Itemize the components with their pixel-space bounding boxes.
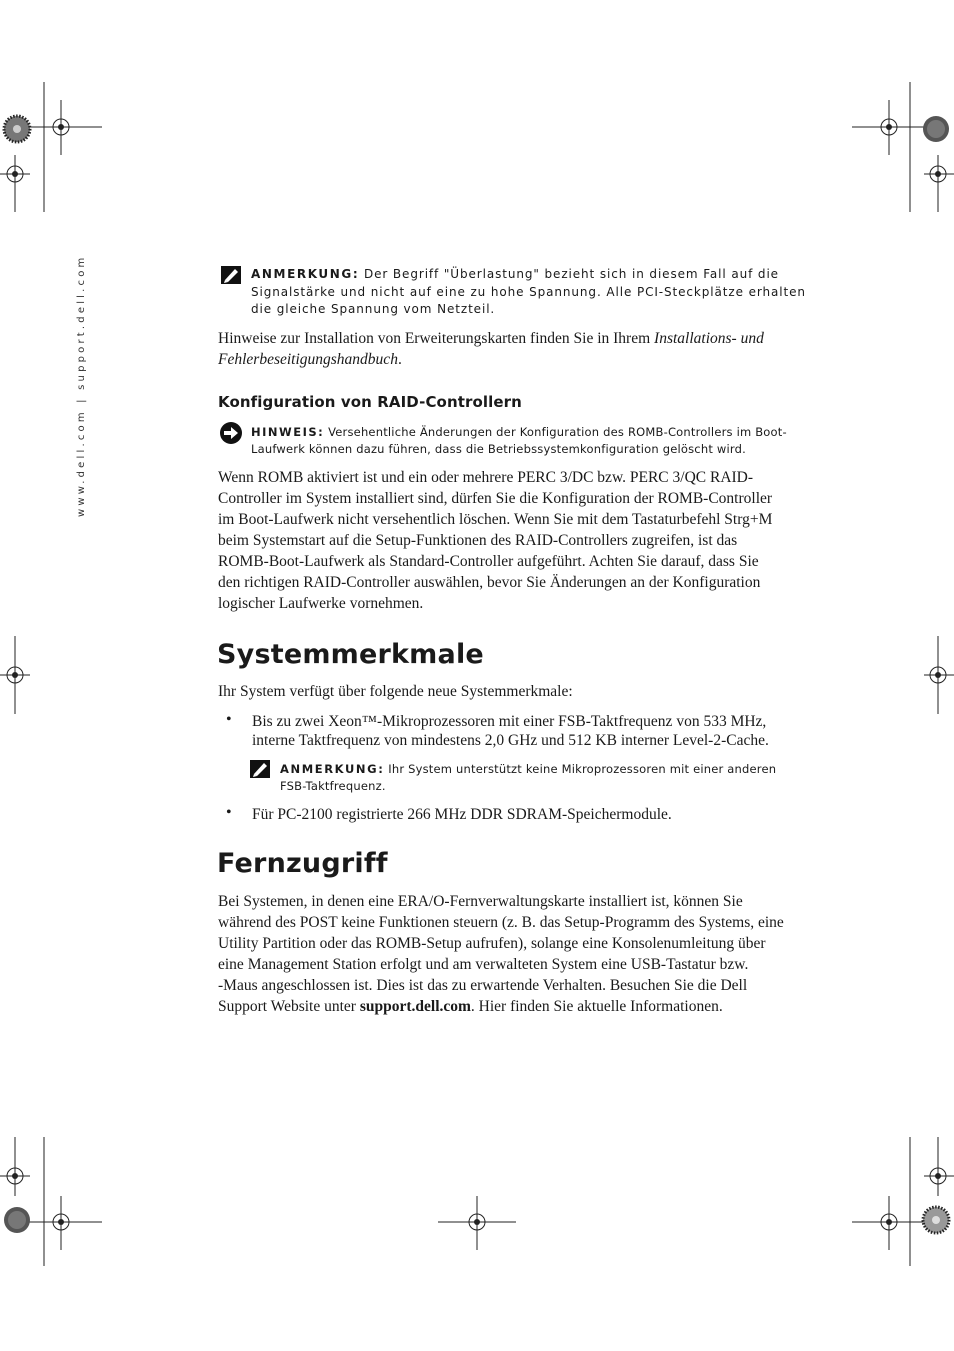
para-2-line: den richtigen RAID-Controller auswählen, bevor Sie Änderungen an der Konfiguration bbox=[218, 574, 761, 591]
note-2 bbox=[280, 761, 776, 779]
note-pencil-icon bbox=[249, 759, 271, 779]
para-1-line-1 bbox=[218, 328, 764, 349]
bullet-1-marker: • bbox=[226, 711, 232, 728]
para-3-pre: Support Website unter bbox=[218, 998, 360, 1015]
para-1-end: . bbox=[397, 351, 402, 368]
note-1-line-1: Der Begriff "Überlastung" bezieht sich in diesem Fall auf die bbox=[363, 267, 779, 281]
bullet-2: Für PC-2100 registrierte 266 MHz DDR SDRAM-Speichermodule. bbox=[252, 806, 672, 823]
note-2-line-1: Ihr System unterstützt keine Mikroprozessoren mit einer anderen bbox=[388, 762, 777, 776]
note-2-line-2: FSB-Taktfrequenz. bbox=[280, 779, 386, 793]
hint bbox=[251, 424, 787, 442]
para-1-italic-1: Installations- und bbox=[654, 330, 764, 347]
heading-raid: Konfiguration von RAID-Controllern bbox=[218, 393, 522, 411]
para-2 bbox=[218, 467, 772, 614]
note-1-line-3: die gleiche Spannung vom Netzteil. bbox=[251, 302, 496, 316]
para-3-line: Utility Partition oder das ROMB-Setup aufrufen), solange eine Konsolenumleitung über bbox=[218, 935, 766, 952]
para-3-last-line bbox=[218, 996, 784, 1017]
side-url: www.dell.com | support.dell.com bbox=[76, 254, 87, 517]
para-3 bbox=[218, 891, 784, 1017]
hint-arrow-icon bbox=[219, 421, 243, 445]
para-3-line: Bei Systemen, in denen eine ERA/O-Fernverwaltungskarte installiert ist, können Sie bbox=[218, 893, 743, 910]
para-3-line: -Maus angeschlossen ist. Dies ist das zu erwartende Verhalten. Besuchen Sie die Dell bbox=[218, 977, 748, 994]
para-2-line: beim Systemstart auf die Setup-Funktionen des RAID-Controllers zugreifen, ist das bbox=[218, 532, 738, 549]
heading-systemmerkmale: Systemmerkmale bbox=[217, 639, 484, 670]
heading-fernzugriff: Fernzugriff bbox=[217, 848, 388, 879]
para-3-line: während des POST keine Funktionen steuern (z. B. das Setup-Programm des Systems, eine bbox=[218, 914, 784, 931]
support-link[interactable]: support.dell.com bbox=[359, 998, 471, 1015]
bullet-1-line: interne Taktfrequenz von mindestens 2,0 GHz und 512 KB interner Level-2-Cache. bbox=[252, 732, 769, 749]
para-2-line: ROMB-Boot-Laufwerk als Standard-Controller aufgeführt. Achten Sie darauf, dass Sie bbox=[218, 553, 759, 570]
para-3-post: . Hier finden Sie aktuelle Informationen. bbox=[470, 998, 723, 1015]
intro-systemmerkmale: Ihr System verfügt über folgende neue Systemmerkmale: bbox=[218, 683, 573, 700]
note-pencil-icon bbox=[220, 265, 242, 285]
note-1-line-2: Signalstärke und nicht auf eine zu hohe Spannung. Alle PCI-Steckplätze erhalten bbox=[251, 285, 806, 299]
note-1-label: ANMERKUNG: bbox=[251, 267, 360, 281]
bullet-1-line: Bis zu zwei Xeon™-Mikroprozessoren mit einer FSB-Taktfrequenz von 533 MHz, bbox=[252, 713, 767, 730]
hint-label: HINWEIS: bbox=[251, 425, 325, 439]
para-1-text: Hinweise zur Installation von Erweiterungskarten finden Sie in Ihrem bbox=[218, 330, 655, 347]
bullet-1 bbox=[252, 711, 769, 751]
hint-line-2: Laufwerk können dazu führen, dass die Betriebssystemkonfiguration gelöscht wird. bbox=[251, 442, 746, 456]
para-2-line: Controller im System installiert sind, dürfen Sie die Konfiguration der ROMB-Controller bbox=[218, 490, 773, 507]
para-3-line: eine Management Station erfolgt und am verwalteten System eine USB-Tastatur bzw. bbox=[218, 956, 749, 973]
note-2-label: ANMERKUNG: bbox=[280, 762, 385, 776]
bullet-2-marker: • bbox=[226, 804, 232, 821]
para-2-line: logischer Laufwerke vornehmen. bbox=[218, 595, 424, 612]
para-2-line: Wenn ROMB aktiviert ist und ein oder mehrere PERC 3/DC bzw. PERC 3/QC RAID- bbox=[218, 469, 754, 486]
para-1-italic-2: Fehlerbeseitigungshandbuch bbox=[218, 351, 398, 368]
hint-line-1: Versehentliche Änderungen der Konfiguration des ROMB-Controllers im Boot- bbox=[328, 425, 787, 439]
para-2-line: im Boot-Laufwerk nicht versehentlich löschen. Wenn Sie mit dem Tastaturbefehl Strg+M bbox=[218, 511, 773, 528]
note-1 bbox=[251, 266, 779, 284]
para-1-line-2 bbox=[218, 349, 402, 370]
